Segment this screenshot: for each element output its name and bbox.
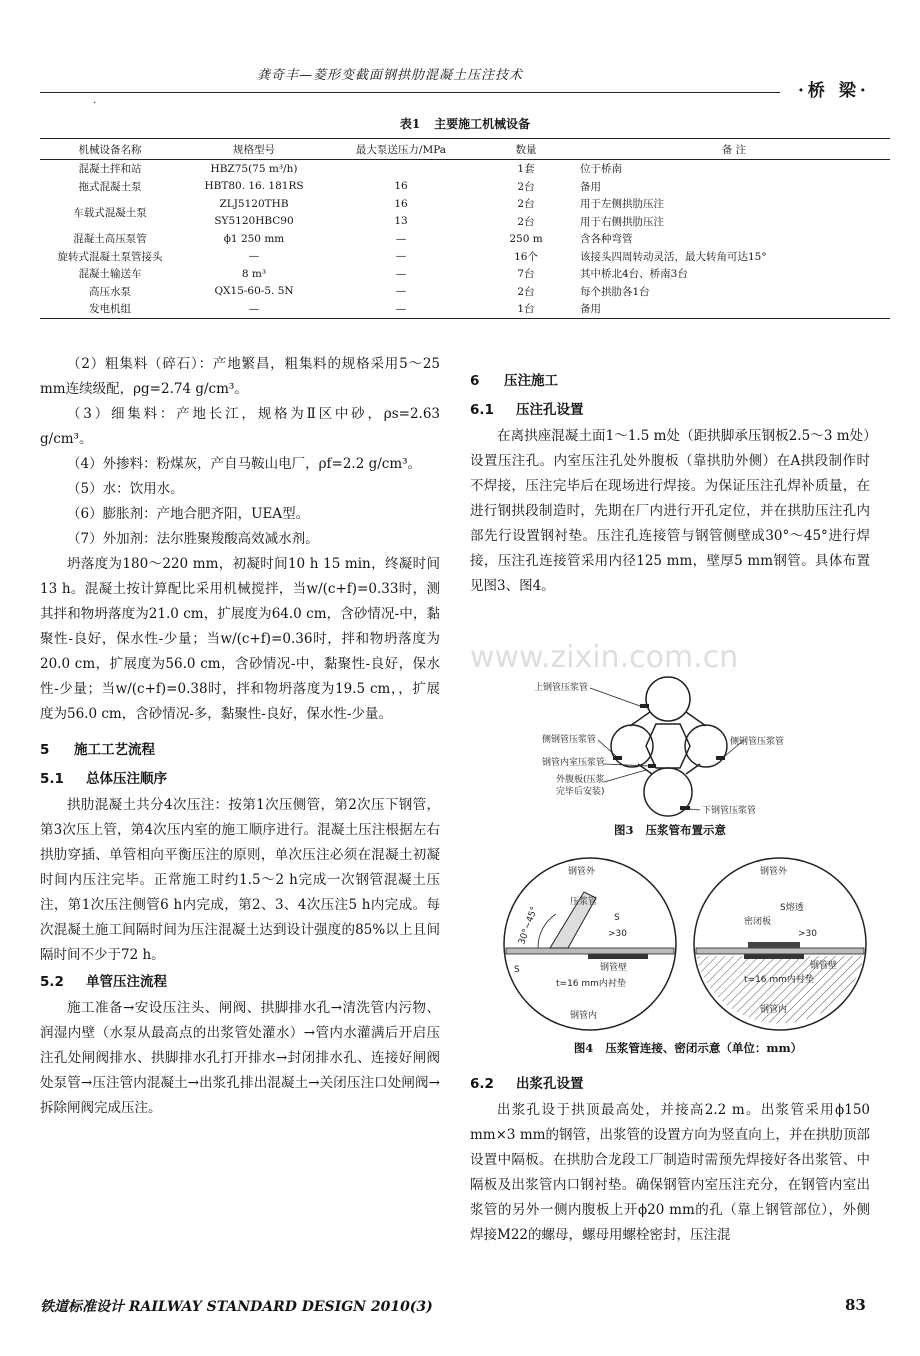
- left-column: [40, 352, 440, 1121]
- watermark: www.zixin.com.cn: [470, 640, 739, 675]
- table-row: [40, 195, 890, 213]
- seal-plate: [748, 942, 800, 948]
- side-grout-pipe-left: [613, 756, 622, 760]
- steel-wall-left: [506, 948, 674, 954]
- label-side-pipe-right: 侧钢管压浆管: [730, 737, 785, 747]
- label-inside: 钢管内: [570, 1011, 598, 1021]
- label-gt30-right: >30: [798, 929, 817, 939]
- section-number: 6.1: [470, 402, 494, 418]
- cell-note: 备用: [580, 180, 601, 193]
- cell-qty: 2台: [517, 180, 535, 193]
- paragraph: （7）外加剂：法尔胜聚羧酸高效减水剂。: [67, 531, 319, 547]
- cell-model: —: [180, 300, 328, 318]
- cell-model: HBT80. 16. 181RS: [204, 180, 304, 193]
- cell-pressure: 16: [394, 180, 408, 193]
- section-number: 5: [40, 742, 50, 758]
- label-wall-right: 钢管壁: [810, 961, 838, 971]
- cell-pressure: —: [395, 285, 407, 298]
- paragraph: 拱肋混凝土共分4次压注：按第1次压侧管，第2次压下钢管，第3次压上管，第4次压内室的施工顺序进行。混凝土压注根据左右拱肋穿插、单管相向平衡压注的原则，单次压注必须在混凝土初凝时间内压注完毕。正常施工时约1.5～2 h完成一次钢管混凝土压注，第1次压注侧管6 h内完成，第2、3、4次压注5 h内完成。每次混凝土施工间隔时间为压注混凝土达到设计强度的85%以上且间隔时间不少于72 h。: [40, 797, 440, 963]
- section-number: 6.2: [470, 1076, 494, 1092]
- section-title: 压注孔设置: [516, 402, 584, 418]
- right-column-top: [470, 366, 870, 599]
- cell-model: ϕ1 250 mm: [223, 232, 285, 245]
- cell-model: 8 m³: [241, 267, 267, 280]
- table-row: [40, 300, 890, 318]
- cell-note: 用于左侧拱肋压注: [580, 198, 664, 211]
- label-angle: 30°~45°: [517, 905, 541, 947]
- table-row: [40, 230, 890, 248]
- equipment-table: [40, 138, 890, 319]
- label-outside: 钢管外: [568, 867, 596, 877]
- cell-name: 混凝土高压泵管: [73, 233, 147, 246]
- figure-4-diagram: [498, 852, 878, 1032]
- cell-qty: 2台: [517, 198, 535, 211]
- detail-left-circle: [504, 858, 676, 1030]
- label-inside-right: 钢管内: [760, 1005, 788, 1015]
- col-header-name: 机械设备名称: [40, 139, 180, 160]
- figure-number: 图4: [573, 1041, 594, 1055]
- label-web-plate-2: 完毕后安装): [556, 787, 605, 797]
- table-caption: [40, 115, 890, 132]
- cell-note: 每个拱肋各1台: [580, 285, 650, 298]
- cell-model: QX15-60-5. 5N: [214, 285, 294, 298]
- cell-qty: 1套: [517, 163, 535, 176]
- cell-name: 混凝土输送车: [78, 268, 142, 281]
- label-liner-right: t=16 mm内衬垫: [744, 975, 814, 985]
- table-row: [40, 178, 890, 196]
- label-seal: 密闭板: [744, 917, 772, 927]
- liner-right: [744, 954, 804, 959]
- section-number: 6: [470, 373, 480, 389]
- section-heading-6: [470, 366, 870, 396]
- cell-note: 备用: [578, 300, 890, 318]
- cell-note: 用于右侧拱肋压注: [580, 215, 664, 228]
- label-s: S: [614, 913, 620, 923]
- paragraph: （5）水：饮用水。: [67, 481, 184, 497]
- right-pipe-circle: [685, 725, 727, 767]
- leader-line: [598, 740, 616, 756]
- liner-left: [588, 954, 648, 959]
- leader-line: [604, 770, 646, 782]
- subsection-heading-6-1: [470, 396, 870, 424]
- label-side-pipe-left: 侧钢管压浆管: [542, 735, 597, 745]
- side-grout-pipe-right: [716, 756, 725, 760]
- label-pipe: 压浆管: [570, 897, 598, 907]
- section-title: 总体压注顺序: [86, 771, 167, 787]
- label-s-left: S: [514, 965, 520, 975]
- header-dot: ·: [93, 98, 97, 109]
- label-outside-right: 钢管外: [760, 867, 788, 877]
- page-number: 83: [845, 1296, 866, 1314]
- col-header-note: 备 注: [578, 139, 890, 160]
- col-header-qty: 数量: [474, 139, 578, 160]
- figure-title: 压浆管连接、密闭示意（单位：mm）: [605, 1041, 803, 1055]
- col-header-pressure: 最大泵送压力/MPa: [328, 139, 474, 160]
- table-row: [40, 283, 890, 301]
- label-lower-pipe: 下钢管压浆管: [702, 806, 757, 816]
- section-label: ·桥 梁·: [798, 81, 870, 101]
- figure-3-caption: [520, 822, 820, 838]
- cell-qty: 2台: [517, 215, 535, 228]
- inner-grout-pipe: [648, 764, 656, 768]
- cell-model: HBZ75(75 m³/h): [210, 162, 298, 175]
- leader-line: [590, 688, 640, 706]
- cell-pressure: —: [395, 250, 407, 263]
- section-number: 5.1: [40, 771, 64, 787]
- cell-name: 发电机组: [40, 300, 180, 318]
- cell-name: 旋转式混凝土泵管接头: [57, 250, 163, 263]
- label-liner: t=16 mm内衬垫: [556, 979, 626, 989]
- table-row: [40, 248, 890, 266]
- section-heading-5: [40, 735, 440, 765]
- cell-pressure: —: [328, 300, 474, 318]
- section-title: 单管压注流程: [86, 974, 167, 990]
- cell-model: —: [248, 250, 260, 263]
- upper-pipe-circle: [646, 677, 690, 721]
- subsection-heading-5-2: [40, 968, 440, 996]
- leader-line: [690, 809, 700, 810]
- label-gt30: >30: [608, 929, 627, 939]
- label-web-plate: 外腹板(压浆: [556, 775, 605, 785]
- lower-grout-pipe: [680, 806, 690, 810]
- figure-4-caption: [498, 1040, 878, 1056]
- paragraph: 在离拱座混凝土面1～1.5 m处（距拱脚承压钢板2.5～3 m处）设置压注孔。内室压注孔处外腹板（靠拱肋外侧）在A拱段制作时不焊接，压注完毕后在现场进行焊接。为保证压注孔焊补质量，在进行钢拱段制造时，先期在厂内进行开孔定位，并在拱肋压注孔内部先行设置钢衬垫。压注孔连接管与钢管侧壁成30°～45°进行焊接，压注孔连接管采用内径125 mm，壁厚5 mm钢管。具体布置见图3、图4。: [470, 428, 870, 594]
- cell-note: 含各种弯管: [580, 233, 633, 246]
- cell-model: SY5120HBC90: [214, 215, 294, 228]
- cell-qty: 7台: [517, 268, 535, 281]
- steel-wall-right: [696, 948, 864, 954]
- table-header-row: [40, 139, 890, 160]
- detail-right: [694, 858, 866, 1030]
- cell-note: 位于桥南: [580, 163, 622, 176]
- cell-qty: 2台: [517, 285, 535, 298]
- subsection-heading-6-2: [470, 1070, 870, 1098]
- paragraph: 坍落度为180～220 mm，初凝时间10 h 15 min，终凝时间13 h。混凝土按计算配比采用机械搅拌，当w/(c+f)=0.33时，测其拌和物坍落度为21.0 cm，扩展度为64.0 cm，含砂情况-中，黏聚性-良好，保水性-少量；当w/(c+f)=0.36时，拌和物坍落度为20.0 cm，扩展度为56.0 cm，含砂情况-中，黏聚性-良好，保水性-少量；当w/(c+f)=0.38时，拌和物坍落度为19.5 cm，，扩展度为56.0 cm，含砂情况-多，黏聚性-良好，保水性-少量。: [40, 556, 440, 722]
- cell-pressure: [328, 160, 474, 178]
- journal-footer: 铁道标准设计 RAILWAY STANDARD DESIGN 2010(3): [40, 1299, 433, 1315]
- running-header-title: 龚奇丰—菱形变截面钢拱肋混凝土压注技术: [256, 68, 523, 83]
- section-title: 施工工艺流程: [74, 742, 155, 758]
- section-number: 5.2: [40, 974, 64, 990]
- cell-note: 其中桥北4台、桥南3台: [580, 268, 688, 281]
- figure-number: 图3: [613, 823, 634, 837]
- cell-pressure: 13: [394, 215, 408, 228]
- cell-pressure: 16: [394, 197, 408, 210]
- cell-pressure: —: [395, 232, 407, 245]
- col-header-model: 规格型号: [180, 139, 328, 160]
- cell-qty: 1台: [474, 300, 578, 318]
- paragraph: （4）外掺料：粉煤灰，产自马鞍山电厂，ρf=2.2 g/cm³。: [67, 456, 422, 472]
- cell-name: 混凝土拌和站: [78, 163, 142, 176]
- label-wall: 钢管壁: [600, 963, 628, 973]
- cell-note: 该接头四周转动灵活，最大转角可达15°: [580, 250, 767, 263]
- figure-title: 压浆管布置示意: [645, 823, 726, 837]
- paragraph: （6）膨胀剂：产地合肥齐阳，UEA型。: [67, 506, 310, 522]
- table-number: 表1: [399, 117, 421, 131]
- upper-grout-pipe: [640, 704, 649, 708]
- paragraph: 出浆孔设于拱顶最高处，并接高2.2 m。出浆管采用ϕ150 mm×3 mm的钢管，出浆管的设置方向为竖直向上，并在拱肋顶部设置中隔板。在拱肋合龙段工厂制造时需预先焊接好各出浆管、中隔板及出浆管内口钢衬垫。确保钢管内室压注充分，在钢管内室出浆管的另外一侧内腹板上开ϕ20 mm的孔（靠上钢管部位），外侧焊接M22的螺母，螺母用螺栓密封，压注混: [470, 1102, 870, 1243]
- cell-name: 车载式混凝土泵: [73, 207, 147, 219]
- label-upper-pipe: 上钢管压浆管: [534, 683, 589, 693]
- subsection-heading-5-1: [40, 765, 440, 793]
- cell-name: 高压水泵: [89, 285, 131, 298]
- cell-qty: 250 m: [509, 232, 543, 245]
- figure-3-diagram: [520, 664, 820, 824]
- paragraph: 施工准备→安设压注头、闸阀、拱脚排水孔→清洗管内污物、润湿内壁（水泵从最高点的出浆管处灌水）→管内水灌满后开启压注孔处闸阀排水、拱脚排水孔打开排水→封闭排水孔、连接好闸阀处泵管→压注管内混凝土→出浆孔排出混凝土→关闭压注口处闸阀→拆除闸阀完成压注。: [40, 1000, 440, 1116]
- detail-left: [504, 858, 676, 1030]
- cell-pressure: —: [395, 267, 407, 280]
- paragraph: （3）细集料：产地长江，规格为Ⅱ区中砂，ρs=2.63 g/cm³。: [40, 406, 440, 447]
- header-rule: [40, 92, 780, 93]
- cell-qty: 16个: [514, 250, 538, 263]
- table-row: [40, 265, 890, 283]
- right-column-bottom: [470, 1070, 870, 1248]
- label-inner-pipe: 钢管内室压浆管: [542, 758, 606, 768]
- section-title: 出浆孔设置: [516, 1076, 584, 1092]
- cell-name: 拖式混凝土泵: [78, 180, 142, 193]
- table-title: 主要施工机械设备: [434, 117, 531, 131]
- section-title: 压注施工: [504, 373, 558, 389]
- table-row: [40, 160, 890, 178]
- paragraph: （2）粗集料（碎石）：产地繁昌，粗集料的规格采用5～25 mm连续级配，ρg=2.74 g/cm³。: [40, 356, 440, 397]
- label-s-melt: S熔透: [780, 903, 804, 913]
- cell-model: ZLJ5120THB: [219, 197, 289, 210]
